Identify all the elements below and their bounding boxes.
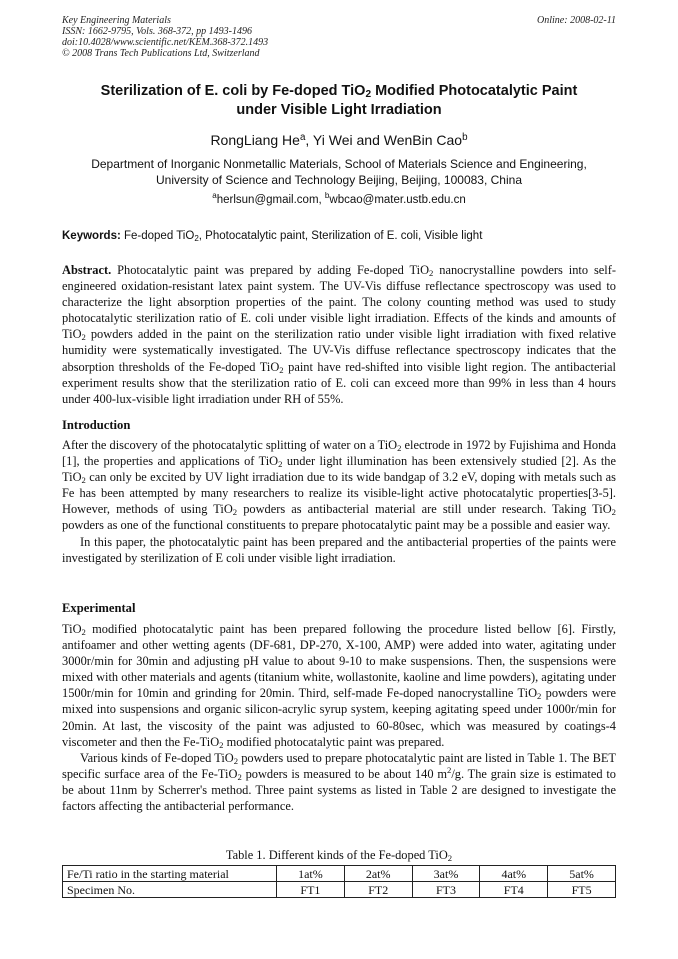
email-link[interactable]: wbcao@mater.ustb.edu.cn: [329, 194, 466, 206]
row-header: Specimen No.: [63, 882, 277, 898]
table-cell: FT1: [277, 882, 345, 898]
paragraph: [62, 750, 616, 814]
table-cell: 3at%: [412, 866, 480, 882]
table-cell: 4at%: [480, 866, 548, 882]
table-cell: 2at%: [344, 866, 412, 882]
author-list: [62, 131, 616, 149]
author-name: , Yi Wei and WenBin Cao: [305, 132, 463, 148]
text: /g. The grain size is estimated to be about 11nm by Scherrer's method. Three paint systems as listed in Table 2 are designed to investigate the factors affecting the antibacterial performance.: [62, 766, 616, 814]
section-heading-introduction: Introduction: [62, 418, 131, 432]
text: under light illumination has been extensively studied [2]. As the TiO: [62, 454, 616, 485]
abstract-text: powders added in the paint on the sterilization ratio under visible light irradiation with fixed relative humidity were systematically investigated. The UV-Vis diffuse reflectance spectroscopy indicates that the absorption thresholds of the Fe-doped TiO: [62, 327, 616, 374]
affiliation: [62, 156, 616, 188]
text: powders used to prepare photocatalytic paint are listed in Table 1. The BET specific surface area of the Fe-TiO: [62, 750, 616, 781]
table-cell: 5at%: [548, 866, 616, 882]
subscript: 2: [429, 268, 434, 278]
subscript: 2: [219, 739, 224, 750]
subscript: 2: [233, 755, 239, 766]
table-cell: 1at%: [277, 866, 345, 882]
table-row: [63, 882, 616, 898]
table-cell: FT2: [344, 882, 412, 898]
text: Various kinds of Fe-doped TiO: [80, 750, 234, 765]
subscript: 2: [81, 627, 86, 637]
subscript: 2: [447, 853, 453, 863]
affiliation-line: Department of Inorganic Nonmetallic Materials, School of Materials Science and Engineering,: [91, 157, 587, 171]
author-emails: [62, 193, 616, 208]
keywords-label: Keywords:: [62, 230, 121, 242]
keywords-text: Fe-doped TiO: [120, 230, 195, 242]
subscript: 2: [237, 771, 242, 782]
table-row: [63, 866, 616, 882]
paragraph: In this paper, the photocatalytic paint has been prepared and the antibacterial properties of the paints were investigated by sterilization of E coli under visible light irradiation.: [62, 534, 616, 565]
section-heading-experimental: Experimental: [62, 601, 136, 615]
doi-line: doi:10.4028/www.scientific.net/KEM.368-372.1493: [62, 37, 269, 48]
text: powders were mixed into suspensions and organic silicon-acrylic syrup system, keeping agitating speed under 1000r/min for 20min. At last, the viscosity of the paint was adjusted to 60-80sec, which was measured by coatings-4 viscometer and then the Fe-TiO: [62, 686, 616, 749]
author-name: RongLiang He: [210, 132, 300, 148]
title-text: Modified Photocatalytic Paint: [371, 83, 578, 99]
abstract: [62, 262, 616, 407]
text: electrode in 1972 by Fujishima and Honda [1], the properties and applications of TiO: [62, 438, 616, 469]
abstract-text: Photocatalytic paint was prepared by adding Fe-doped TiO: [111, 263, 430, 277]
table-1: [62, 865, 616, 898]
abstract-text: nanocrystalline powders into self-engineered oxidation-resistant latex paint system. The UV-Vis diffuse reflectance spectroscopy was used to characterize the light absorption properties of the paint. The colony counting method was used to study photocatalytic sterilization ratio of E. coli under visible light irradiation. Effects of the kinds and amounts of TiO: [62, 263, 616, 342]
abstract-text: paint have red-shifted into visible light region. The antibacterial experiment results show that the sterilization ratio of E. coli can exceed more than 99% in less than 4 hours under 400-lux-visible light irradiation under RH of 55%.: [62, 359, 616, 406]
text: powders as one of the functional constituents to prepare photocatalytic paint may be a possible and easier way.: [62, 518, 611, 533]
abstract-label: Abstract.: [62, 263, 112, 277]
title-subscript: 2: [365, 89, 372, 100]
affil-marker: b: [462, 132, 468, 143]
issn-line: ISSN: 1662-9795, Vols. 368-372, pp 1493-1496: [62, 26, 252, 37]
text: TiO: [62, 622, 82, 636]
text: modified photocatalytic paint has been prepared following the procedure listed bellow [6]. Firstly, antifoamer and other wetting agents (DF-681, DP-270, X-100, AMP) were added into water, agitating under 3000r/min for 30min and adjusting pH value to about 9-10 to make suspensions. Then, the suspensions were mixed with other materials and agents (titanium white, wollastonite, kaoline and lime powders), agitating under 1500r/min for 10min and grinding for 20min. Third, self-made Fe-doped nanocrystalline TiO: [62, 622, 616, 701]
table-cell: FT5: [548, 882, 616, 898]
affil-marker: a: [299, 132, 306, 143]
title-text: Sterilization of E. coli by Fe-doped TiO: [100, 83, 366, 99]
row-header: Fe/Ti ratio in the starting material: [63, 866, 277, 882]
title-line-1: [62, 82, 616, 101]
title-line-2: under Visible Light Irradiation: [236, 102, 442, 118]
keywords: [62, 229, 616, 244]
text: After the discovery of the photocatalytic splitting of water on a TiO: [62, 438, 398, 452]
superscript: 2: [446, 764, 452, 775]
introduction-body: [62, 437, 616, 566]
subscript: 2: [397, 443, 402, 453]
table-caption: [62, 848, 616, 863]
table-cell: FT4: [480, 882, 548, 898]
subscript: 2: [278, 459, 283, 470]
affil-marker: a: [212, 191, 217, 200]
subscript: 2: [279, 364, 284, 375]
text: modified photocatalytic paint was prepared.: [223, 734, 445, 749]
paper-title: [62, 82, 616, 120]
keywords-text: , Photocatalytic paint, Sterilization of E. coli, Visible light: [198, 230, 483, 242]
text: powders is measured to be about 140 m: [241, 766, 447, 781]
table-cell: FT3: [412, 882, 480, 898]
affiliation-line: University of Science and Technology Beijing, Beijing, 100083, China: [155, 173, 522, 187]
experimental-body: [62, 621, 616, 814]
subscript: 2: [81, 332, 86, 343]
subscript: 2: [194, 234, 199, 243]
subscript: 2: [232, 507, 238, 518]
journal-name: Key Engineering Materials: [62, 15, 171, 26]
text: can only be excited by UV light irradiation due to its wide bandgap of 3.2 eV, doping with metals such as Fe has been attempted by many researchers to realize its visible-light active photocatalytic properties[3-5]. However, methods of using TiO: [62, 470, 616, 517]
subscript: 2: [537, 691, 542, 702]
online-date: Online: 2008-02-11: [537, 15, 616, 26]
subscript: 2: [611, 507, 616, 518]
affil-marker: b: [324, 191, 330, 200]
text: powders as antibacterial material are still under research. Taking TiO: [237, 502, 612, 517]
copyright-line: © 2008 Trans Tech Publications Ltd, Switzerland: [62, 48, 260, 59]
subscript: 2: [81, 475, 86, 486]
email-link[interactable]: herlsun@gmail.com,: [216, 194, 325, 206]
paragraph: [62, 621, 616, 750]
caption-text: Table 1. Different kinds of the Fe-doped TiO: [225, 848, 448, 862]
paragraph: [62, 437, 616, 534]
journal-header: [62, 15, 616, 59]
